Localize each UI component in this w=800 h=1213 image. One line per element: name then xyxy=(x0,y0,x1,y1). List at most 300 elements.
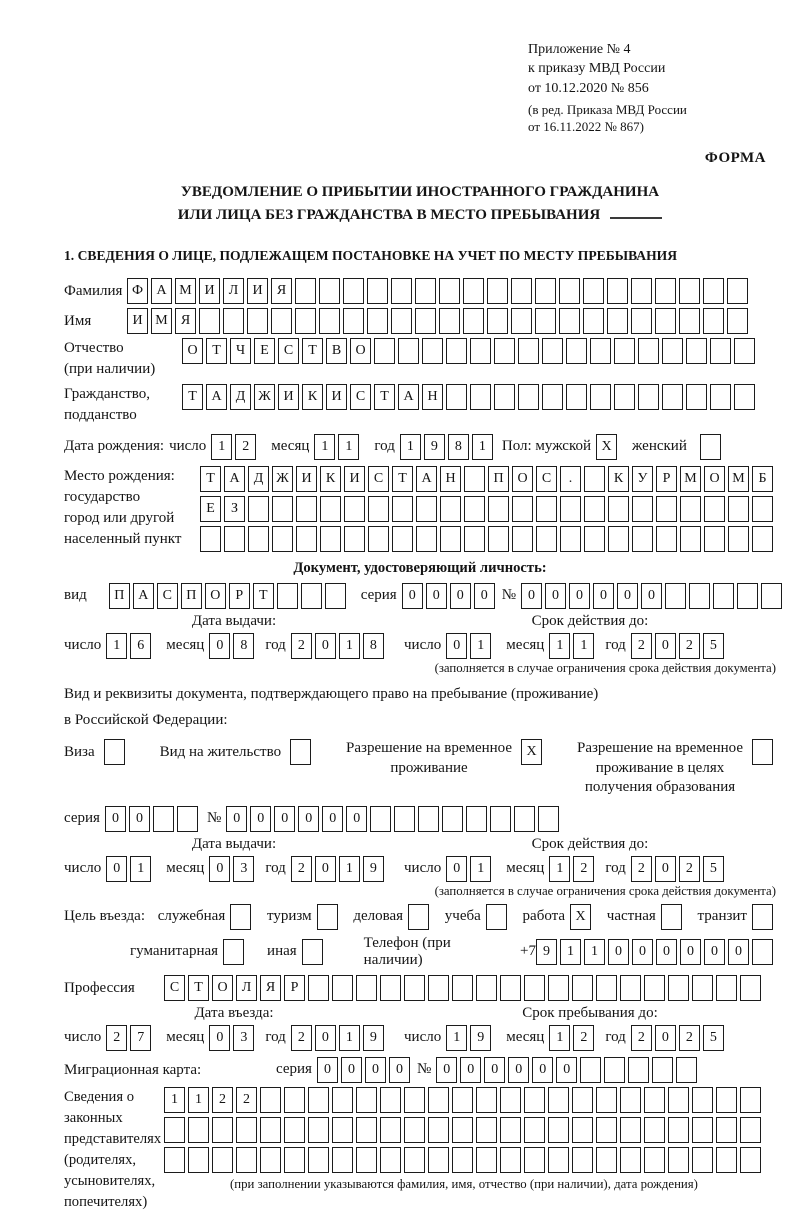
char-cell-filled[interactable]: 2 xyxy=(106,1025,127,1051)
char-cell-empty[interactable] xyxy=(422,338,443,364)
char-cell-empty[interactable] xyxy=(271,308,292,334)
char-cell-empty[interactable] xyxy=(655,278,676,304)
char-cell-empty[interactable] xyxy=(728,526,749,552)
char-cell-filled[interactable]: Ф xyxy=(127,278,148,304)
char-cell-empty[interactable] xyxy=(620,1117,641,1143)
char-cell-empty[interactable] xyxy=(727,308,748,334)
char-cell-empty[interactable] xyxy=(404,1147,425,1173)
char-cell-filled[interactable]: А xyxy=(206,384,227,410)
char-cell-empty[interactable] xyxy=(580,1057,601,1083)
char-cell-filled[interactable]: 0 xyxy=(209,856,230,882)
char-cell-filled[interactable]: 1 xyxy=(339,633,360,659)
char-cell-empty[interactable] xyxy=(494,384,515,410)
char-cell-filled[interactable]: 3 xyxy=(233,1025,254,1051)
char-cell-filled[interactable]: П xyxy=(181,583,202,609)
char-cell-filled[interactable]: 2 xyxy=(679,633,700,659)
char-cell-empty[interactable] xyxy=(740,1087,761,1113)
char-cell-filled[interactable]: 0 xyxy=(446,856,467,882)
char-cell-empty[interactable] xyxy=(408,904,429,930)
char-cell-empty[interactable] xyxy=(668,1147,689,1173)
char-cell-filled[interactable]: 9 xyxy=(536,939,557,965)
char-cell-empty[interactable] xyxy=(752,496,773,522)
char-cell-empty[interactable] xyxy=(452,975,473,1001)
char-cell-filled[interactable]: И xyxy=(326,384,347,410)
char-cell-filled[interactable]: . xyxy=(560,466,581,492)
char-cell-empty[interactable] xyxy=(370,806,391,832)
char-cell-empty[interactable] xyxy=(686,384,707,410)
char-cell-empty[interactable] xyxy=(404,1087,425,1113)
char-cell-filled[interactable]: 2 xyxy=(679,856,700,882)
char-cell-filled[interactable]: 0 xyxy=(704,939,725,965)
char-cell-empty[interactable] xyxy=(716,1087,737,1113)
char-cell-filled[interactable]: 2 xyxy=(631,633,652,659)
char-cell-empty[interactable] xyxy=(728,496,749,522)
char-cell-empty[interactable] xyxy=(620,975,641,1001)
char-cell-filled[interactable]: 0 xyxy=(460,1057,481,1083)
char-cell-filled[interactable]: 0 xyxy=(341,1057,362,1083)
char-cell-empty[interactable] xyxy=(548,1117,569,1143)
char-cell-empty[interactable] xyxy=(536,526,557,552)
char-cell-filled[interactable]: О xyxy=(350,338,371,364)
char-cell-filled[interactable]: 0 xyxy=(484,1057,505,1083)
char-cell-filled[interactable]: 1 xyxy=(549,1025,570,1051)
char-cell-empty[interactable] xyxy=(740,975,761,1001)
char-cell-filled[interactable]: Т xyxy=(253,583,274,609)
char-cell-empty[interactable] xyxy=(199,308,220,334)
char-cell-filled[interactable]: 3 xyxy=(233,856,254,882)
char-cell-filled[interactable]: 0 xyxy=(226,806,247,832)
char-cell-empty[interactable] xyxy=(692,1117,713,1143)
char-cell-empty[interactable] xyxy=(560,496,581,522)
char-cell-empty[interactable] xyxy=(260,1117,281,1143)
char-cell-empty[interactable] xyxy=(608,526,629,552)
char-cell-filled[interactable]: Д xyxy=(230,384,251,410)
char-cell-empty[interactable] xyxy=(486,904,507,930)
char-cell-empty[interactable] xyxy=(740,1147,761,1173)
char-cell-filled[interactable]: Л xyxy=(223,278,244,304)
char-cell-empty[interactable] xyxy=(644,1087,665,1113)
char-cell-empty[interactable] xyxy=(737,583,758,609)
char-cell-empty[interactable] xyxy=(476,1147,497,1173)
char-cell-empty[interactable] xyxy=(452,1087,473,1113)
char-cell-filled[interactable]: 0 xyxy=(105,806,126,832)
char-cell-filled[interactable]: X xyxy=(521,739,542,765)
char-cell-filled[interactable]: 0 xyxy=(593,583,614,609)
char-cell-filled[interactable]: X xyxy=(596,434,617,460)
char-cell-empty[interactable] xyxy=(716,1117,737,1143)
char-cell-empty[interactable] xyxy=(356,1147,377,1173)
char-cell-filled[interactable]: 0 xyxy=(317,1057,338,1083)
char-cell-filled[interactable]: С xyxy=(368,466,389,492)
char-cell-filled[interactable]: А xyxy=(133,583,154,609)
char-cell-filled[interactable]: Т xyxy=(182,384,203,410)
char-cell-empty[interactable] xyxy=(566,338,587,364)
char-cell-empty[interactable] xyxy=(572,1147,593,1173)
char-cell-empty[interactable] xyxy=(356,975,377,1001)
char-cell-filled[interactable]: 2 xyxy=(212,1087,233,1113)
char-cell-empty[interactable] xyxy=(272,526,293,552)
char-cell-empty[interactable] xyxy=(538,806,559,832)
char-cell-empty[interactable] xyxy=(428,1117,449,1143)
char-cell-filled[interactable]: 0 xyxy=(446,633,467,659)
char-cell-empty[interactable] xyxy=(584,526,605,552)
char-cell-filled[interactable]: 1 xyxy=(549,633,570,659)
char-cell-filled[interactable]: Т xyxy=(374,384,395,410)
char-cell-empty[interactable] xyxy=(518,384,539,410)
char-cell-empty[interactable] xyxy=(572,1087,593,1113)
char-cell-filled[interactable]: М xyxy=(175,278,196,304)
char-cell-empty[interactable] xyxy=(572,975,593,1001)
char-cell-empty[interactable] xyxy=(440,496,461,522)
char-cell-empty[interactable] xyxy=(631,278,652,304)
char-cell-empty[interactable] xyxy=(665,583,686,609)
char-cell-empty[interactable] xyxy=(439,308,460,334)
char-cell-filled[interactable]: 0 xyxy=(632,939,653,965)
char-cell-empty[interactable] xyxy=(604,1057,625,1083)
char-cell-filled[interactable]: 1 xyxy=(470,856,491,882)
char-cell-empty[interactable] xyxy=(740,1117,761,1143)
char-cell-empty[interactable] xyxy=(224,526,245,552)
char-cell-empty[interactable] xyxy=(524,1087,545,1113)
char-cell-filled[interactable]: С xyxy=(164,975,185,1001)
char-cell-empty[interactable] xyxy=(620,1087,641,1113)
char-cell-empty[interactable] xyxy=(692,975,713,1001)
char-cell-empty[interactable] xyxy=(590,338,611,364)
char-cell-filled[interactable]: И xyxy=(296,466,317,492)
char-cell-empty[interactable] xyxy=(716,975,737,1001)
char-cell-filled[interactable]: 8 xyxy=(448,434,469,460)
char-cell-empty[interactable] xyxy=(761,583,782,609)
char-cell-filled[interactable]: 7 xyxy=(130,1025,151,1051)
char-cell-empty[interactable] xyxy=(295,308,316,334)
char-cell-filled[interactable]: Ж xyxy=(254,384,275,410)
char-cell-filled[interactable]: Е xyxy=(254,338,275,364)
char-cell-empty[interactable] xyxy=(548,1147,569,1173)
char-cell-filled[interactable]: О xyxy=(512,466,533,492)
char-cell-empty[interactable] xyxy=(679,278,700,304)
char-cell-empty[interactable] xyxy=(734,384,755,410)
char-cell-empty[interactable] xyxy=(500,1117,521,1143)
char-cell-empty[interactable] xyxy=(511,278,532,304)
char-cell-empty[interactable] xyxy=(518,338,539,364)
char-cell-empty[interactable] xyxy=(632,496,653,522)
char-cell-empty[interactable] xyxy=(308,1087,329,1113)
char-cell-empty[interactable] xyxy=(656,496,677,522)
char-cell-empty[interactable] xyxy=(320,496,341,522)
char-cell-empty[interactable] xyxy=(332,975,353,1001)
char-cell-empty[interactable] xyxy=(308,1147,329,1173)
char-cell-empty[interactable] xyxy=(356,1117,377,1143)
char-cell-empty[interactable] xyxy=(223,308,244,334)
char-cell-empty[interactable] xyxy=(446,338,467,364)
char-cell-empty[interactable] xyxy=(607,308,628,334)
char-cell-filled[interactable]: 0 xyxy=(298,806,319,832)
char-cell-empty[interactable] xyxy=(710,338,731,364)
char-cell-filled[interactable]: 0 xyxy=(556,1057,577,1083)
char-cell-filled[interactable]: 1 xyxy=(560,939,581,965)
char-cell-empty[interactable] xyxy=(464,466,485,492)
char-cell-filled[interactable]: М xyxy=(151,308,172,334)
char-cell-filled[interactable]: 1 xyxy=(164,1087,185,1113)
char-cell-filled[interactable]: 1 xyxy=(470,633,491,659)
char-cell-filled[interactable]: 0 xyxy=(322,806,343,832)
char-cell-empty[interactable] xyxy=(632,526,653,552)
char-cell-filled[interactable]: 0 xyxy=(655,856,676,882)
char-cell-filled[interactable]: И xyxy=(127,308,148,334)
char-cell-filled[interactable]: Ж xyxy=(272,466,293,492)
char-cell-filled[interactable]: 1 xyxy=(339,856,360,882)
char-cell-empty[interactable] xyxy=(177,806,198,832)
char-cell-empty[interactable] xyxy=(284,1087,305,1113)
char-cell-filled[interactable]: 1 xyxy=(549,856,570,882)
char-cell-empty[interactable] xyxy=(559,308,580,334)
char-cell-empty[interactable] xyxy=(380,1087,401,1113)
char-cell-empty[interactable] xyxy=(212,1117,233,1143)
char-cell-empty[interactable] xyxy=(332,1147,353,1173)
char-cell-filled[interactable]: Н xyxy=(440,466,461,492)
char-cell-empty[interactable] xyxy=(440,526,461,552)
char-cell-empty[interactable] xyxy=(368,526,389,552)
char-cell-empty[interactable] xyxy=(668,1087,689,1113)
char-cell-filled[interactable]: 2 xyxy=(573,1025,594,1051)
char-cell-empty[interactable] xyxy=(367,308,388,334)
char-cell-empty[interactable] xyxy=(428,1147,449,1173)
char-cell-filled[interactable]: С xyxy=(278,338,299,364)
char-cell-filled[interactable]: 0 xyxy=(402,583,423,609)
char-cell-empty[interactable] xyxy=(628,1057,649,1083)
char-cell-filled[interactable]: У xyxy=(632,466,653,492)
char-cell-empty[interactable] xyxy=(296,496,317,522)
char-cell-empty[interactable] xyxy=(662,384,683,410)
char-cell-filled[interactable]: Т xyxy=(392,466,413,492)
char-cell-empty[interactable] xyxy=(301,583,322,609)
char-cell-empty[interactable] xyxy=(466,806,487,832)
char-cell-empty[interactable] xyxy=(752,526,773,552)
char-cell-empty[interactable] xyxy=(511,308,532,334)
char-cell-empty[interactable] xyxy=(572,1117,593,1143)
char-cell-empty[interactable] xyxy=(380,975,401,1001)
char-cell-empty[interactable] xyxy=(416,526,437,552)
char-cell-empty[interactable] xyxy=(476,975,497,1001)
char-cell-filled[interactable]: 5 xyxy=(703,856,724,882)
char-cell-filled[interactable]: 0 xyxy=(250,806,271,832)
char-cell-empty[interactable] xyxy=(668,975,689,1001)
char-cell-empty[interactable] xyxy=(583,278,604,304)
char-cell-empty[interactable] xyxy=(734,338,755,364)
char-cell-empty[interactable] xyxy=(535,278,556,304)
char-cell-empty[interactable] xyxy=(559,278,580,304)
char-cell-empty[interactable] xyxy=(584,496,605,522)
char-cell-empty[interactable] xyxy=(608,496,629,522)
char-cell-empty[interactable] xyxy=(452,1147,473,1173)
char-cell-empty[interactable] xyxy=(212,1147,233,1173)
char-cell-empty[interactable] xyxy=(302,939,323,965)
char-cell-filled[interactable]: С xyxy=(157,583,178,609)
char-cell-empty[interactable] xyxy=(188,1117,209,1143)
char-cell-filled[interactable]: Д xyxy=(248,466,269,492)
char-cell-empty[interactable] xyxy=(236,1117,257,1143)
char-cell-empty[interactable] xyxy=(415,278,436,304)
char-cell-empty[interactable] xyxy=(692,1147,713,1173)
char-cell-empty[interactable] xyxy=(247,308,268,334)
char-cell-empty[interactable] xyxy=(644,1117,665,1143)
char-cell-empty[interactable] xyxy=(713,583,734,609)
char-cell-filled[interactable]: 0 xyxy=(129,806,150,832)
char-cell-empty[interactable] xyxy=(463,278,484,304)
char-cell-empty[interactable] xyxy=(704,526,725,552)
char-cell-empty[interactable] xyxy=(272,496,293,522)
char-cell-empty[interactable] xyxy=(344,496,365,522)
char-cell-empty[interactable] xyxy=(638,338,659,364)
char-cell-empty[interactable] xyxy=(236,1147,257,1173)
char-cell-filled[interactable]: К xyxy=(320,466,341,492)
char-cell-filled[interactable]: 1 xyxy=(573,633,594,659)
char-cell-empty[interactable] xyxy=(418,806,439,832)
char-cell-empty[interactable] xyxy=(614,338,635,364)
char-cell-filled[interactable]: 0 xyxy=(508,1057,529,1083)
char-cell-empty[interactable] xyxy=(676,1057,697,1083)
char-cell-filled[interactable]: 0 xyxy=(655,1025,676,1051)
char-cell-filled[interactable]: Б xyxy=(752,466,773,492)
char-cell-filled[interactable]: 0 xyxy=(346,806,367,832)
char-cell-empty[interactable] xyxy=(319,308,340,334)
char-cell-empty[interactable] xyxy=(596,1087,617,1113)
char-cell-filled[interactable]: П xyxy=(488,466,509,492)
char-cell-empty[interactable] xyxy=(367,278,388,304)
char-cell-filled[interactable]: А xyxy=(224,466,245,492)
char-cell-filled[interactable]: И xyxy=(199,278,220,304)
char-cell-filled[interactable]: 9 xyxy=(363,1025,384,1051)
char-cell-filled[interactable]: 2 xyxy=(679,1025,700,1051)
char-cell-empty[interactable] xyxy=(583,308,604,334)
char-cell-empty[interactable] xyxy=(686,338,707,364)
char-cell-empty[interactable] xyxy=(614,384,635,410)
char-cell-empty[interactable] xyxy=(514,806,535,832)
char-cell-filled[interactable]: 0 xyxy=(315,1025,336,1051)
char-cell-empty[interactable] xyxy=(692,1087,713,1113)
char-cell-filled[interactable]: 0 xyxy=(365,1057,386,1083)
char-cell-filled[interactable]: Я xyxy=(260,975,281,1001)
char-cell-empty[interactable] xyxy=(428,975,449,1001)
char-cell-empty[interactable] xyxy=(260,1147,281,1173)
char-cell-empty[interactable] xyxy=(727,278,748,304)
char-cell-filled[interactable]: П xyxy=(109,583,130,609)
char-cell-filled[interactable]: 9 xyxy=(424,434,445,460)
char-cell-empty[interactable] xyxy=(380,1147,401,1173)
char-cell-empty[interactable] xyxy=(548,975,569,1001)
char-cell-filled[interactable]: О xyxy=(205,583,226,609)
char-cell-filled[interactable]: 8 xyxy=(233,633,254,659)
char-cell-filled[interactable]: С xyxy=(350,384,371,410)
char-cell-filled[interactable]: Я xyxy=(271,278,292,304)
char-cell-filled[interactable]: С xyxy=(536,466,557,492)
char-cell-filled[interactable]: М xyxy=(680,466,701,492)
char-cell-filled[interactable]: 0 xyxy=(569,583,590,609)
char-cell-filled[interactable]: И xyxy=(344,466,365,492)
char-cell-filled[interactable]: 0 xyxy=(389,1057,410,1083)
char-cell-empty[interactable] xyxy=(655,308,676,334)
char-cell-empty[interactable] xyxy=(446,384,467,410)
char-cell-empty[interactable] xyxy=(476,1087,497,1113)
char-cell-filled[interactable]: 0 xyxy=(521,583,542,609)
char-cell-empty[interactable] xyxy=(463,308,484,334)
char-cell-empty[interactable] xyxy=(500,1087,521,1113)
char-cell-empty[interactable] xyxy=(652,1057,673,1083)
char-cell-filled[interactable]: О xyxy=(182,338,203,364)
char-cell-filled[interactable]: 1 xyxy=(472,434,493,460)
char-cell-empty[interactable] xyxy=(548,1087,569,1113)
char-cell-empty[interactable] xyxy=(752,739,773,765)
char-cell-filled[interactable]: А xyxy=(398,384,419,410)
char-cell-empty[interactable] xyxy=(164,1117,185,1143)
char-cell-empty[interactable] xyxy=(392,526,413,552)
char-cell-empty[interactable] xyxy=(470,338,491,364)
char-cell-filled[interactable]: 0 xyxy=(641,583,662,609)
char-cell-empty[interactable] xyxy=(631,308,652,334)
char-cell-filled[interactable]: 2 xyxy=(291,633,312,659)
char-cell-empty[interactable] xyxy=(284,1117,305,1143)
char-cell-empty[interactable] xyxy=(710,384,731,410)
char-cell-filled[interactable]: Т xyxy=(200,466,221,492)
char-cell-filled[interactable]: 2 xyxy=(236,1087,257,1113)
char-cell-empty[interactable] xyxy=(500,1147,521,1173)
char-cell-filled[interactable]: 0 xyxy=(209,633,230,659)
char-cell-filled[interactable]: 9 xyxy=(470,1025,491,1051)
char-cell-filled[interactable]: 1 xyxy=(400,434,421,460)
char-cell-empty[interactable] xyxy=(380,1117,401,1143)
char-cell-filled[interactable]: 1 xyxy=(211,434,232,460)
char-cell-empty[interactable] xyxy=(398,338,419,364)
char-cell-filled[interactable]: И xyxy=(278,384,299,410)
char-cell-filled[interactable]: 1 xyxy=(106,633,127,659)
char-cell-filled[interactable]: О xyxy=(704,466,725,492)
char-cell-filled[interactable]: Л xyxy=(236,975,257,1001)
char-cell-filled[interactable]: 0 xyxy=(315,856,336,882)
char-cell-filled[interactable]: 1 xyxy=(314,434,335,460)
char-cell-empty[interactable] xyxy=(656,526,677,552)
char-cell-empty[interactable] xyxy=(596,1117,617,1143)
char-cell-empty[interactable] xyxy=(277,583,298,609)
char-cell-empty[interactable] xyxy=(464,496,485,522)
char-cell-empty[interactable] xyxy=(542,384,563,410)
char-cell-filled[interactable]: 1 xyxy=(338,434,359,460)
char-cell-filled[interactable]: 2 xyxy=(573,856,594,882)
char-cell-empty[interactable] xyxy=(416,496,437,522)
char-cell-empty[interactable] xyxy=(296,526,317,552)
char-cell-empty[interactable] xyxy=(248,526,269,552)
char-cell-filled[interactable]: 0 xyxy=(680,939,701,965)
char-cell-empty[interactable] xyxy=(524,1117,545,1143)
char-cell-empty[interactable] xyxy=(512,496,533,522)
char-cell-filled[interactable]: Я xyxy=(175,308,196,334)
char-cell-filled[interactable]: 0 xyxy=(106,856,127,882)
char-cell-empty[interactable] xyxy=(464,526,485,552)
char-cell-filled[interactable]: Е xyxy=(200,496,221,522)
char-cell-empty[interactable] xyxy=(368,496,389,522)
char-cell-filled[interactable]: 0 xyxy=(608,939,629,965)
char-cell-empty[interactable] xyxy=(487,278,508,304)
char-cell-filled[interactable]: 0 xyxy=(617,583,638,609)
char-cell-empty[interactable] xyxy=(590,384,611,410)
char-cell-filled[interactable]: Н xyxy=(422,384,443,410)
char-cell-filled[interactable]: 0 xyxy=(545,583,566,609)
char-cell-empty[interactable] xyxy=(476,1117,497,1143)
char-cell-empty[interactable] xyxy=(704,496,725,522)
char-cell-filled[interactable]: 0 xyxy=(728,939,749,965)
char-cell-filled[interactable]: А xyxy=(416,466,437,492)
char-cell-empty[interactable] xyxy=(596,1147,617,1173)
char-cell-filled[interactable]: 0 xyxy=(532,1057,553,1083)
